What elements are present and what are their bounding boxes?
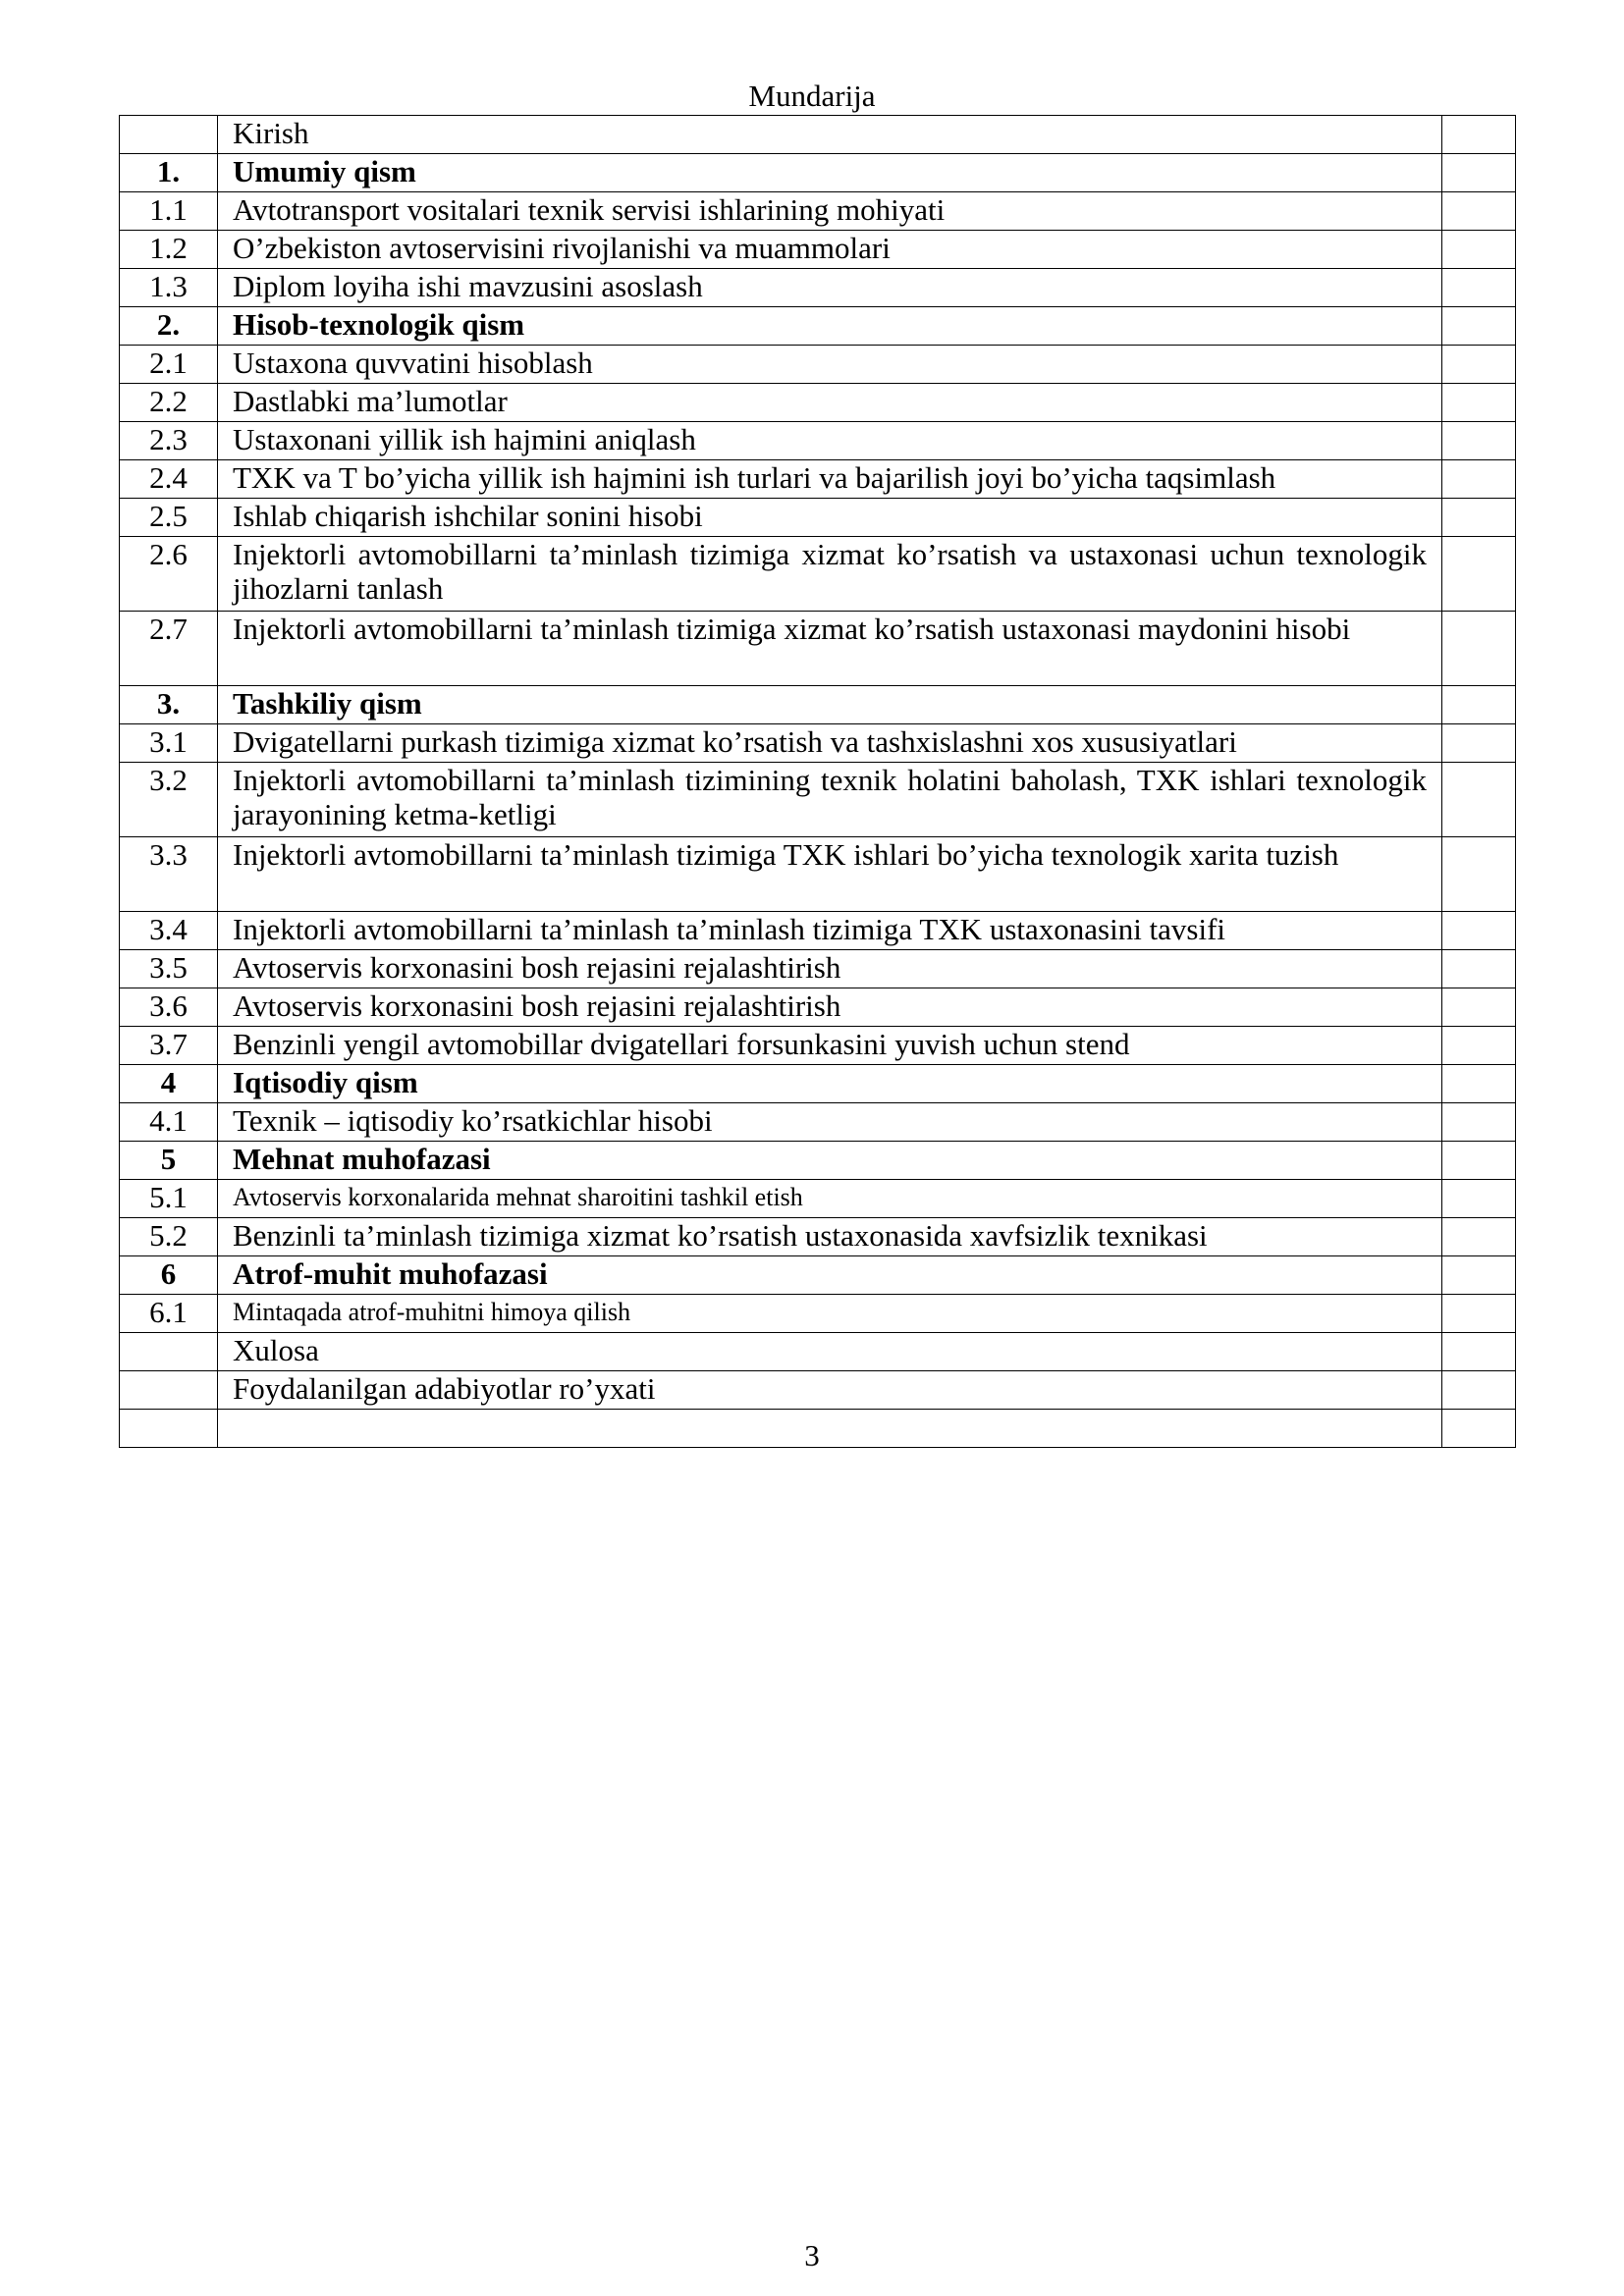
toc-row — [120, 1142, 1516, 1180]
toc-row — [120, 1371, 1516, 1410]
toc-row — [120, 1218, 1516, 1256]
toc-row-page — [1442, 269, 1516, 307]
toc-row — [120, 686, 1516, 724]
toc-row-number: 2.6 — [120, 537, 218, 612]
toc-row-title: Umumiy qism — [218, 154, 1442, 192]
toc-row-number: 1.1 — [120, 192, 218, 231]
toc-row-title: Ustaxona quvvatini hisoblash — [218, 346, 1442, 384]
toc-row-number: 2.4 — [120, 460, 218, 499]
toc-row — [120, 1103, 1516, 1142]
toc-row — [120, 307, 1516, 346]
toc-row — [120, 231, 1516, 269]
toc-row-number: 2.5 — [120, 499, 218, 537]
toc-row-number: 3. — [120, 686, 218, 724]
toc-row — [120, 384, 1516, 422]
toc-row-page — [1442, 116, 1516, 154]
toc-row-page — [1442, 686, 1516, 724]
toc-row-title: Injektorli avtomobillarni ta’minlash tizimiga xizmat ko’rsatish va ustaxonasi uchun texnologik jihozlarni tanlash — [218, 537, 1442, 612]
toc-row-page — [1442, 1027, 1516, 1065]
toc-row-number: 2.1 — [120, 346, 218, 384]
toc-row — [120, 1180, 1516, 1218]
toc-row — [120, 763, 1516, 837]
toc-row-page — [1442, 1218, 1516, 1256]
toc-row-title: Benzinli yengil avtomobillar dvigatellari forsunkasini yuvish uchun stend — [218, 1027, 1442, 1065]
toc-row-title — [218, 1410, 1442, 1448]
toc-row-number: 3.5 — [120, 950, 218, 988]
toc-row-title: Ishlab chiqarish ishchilar sonini hisobi — [218, 499, 1442, 537]
toc-row — [120, 422, 1516, 460]
toc-row-number: 2.2 — [120, 384, 218, 422]
toc-row-number: 1. — [120, 154, 218, 192]
toc-row-page — [1442, 537, 1516, 612]
toc-row-title: Injektorli avtomobillarni ta’minlash tizimining texnik holatini baholash, TXK ishlari texnologik jarayonining ketma-ketligi — [218, 763, 1442, 837]
toc-row-page — [1442, 950, 1516, 988]
toc-row-title: TXK va T bo’yicha yillik ish hajmini ish turlari va bajarilish joyi bo’yicha taqsimlash — [218, 460, 1442, 499]
toc-row — [120, 950, 1516, 988]
toc-row — [120, 912, 1516, 950]
toc-row-number: 1.2 — [120, 231, 218, 269]
toc-row-number: 6 — [120, 1256, 218, 1295]
toc-row — [120, 1027, 1516, 1065]
table-of-contents — [119, 115, 1516, 1448]
toc-row-page — [1442, 724, 1516, 763]
toc-row — [120, 988, 1516, 1027]
toc-row — [120, 499, 1516, 537]
toc-row-page — [1442, 1295, 1516, 1333]
toc-row-number: 4 — [120, 1065, 218, 1103]
toc-row-number: 2. — [120, 307, 218, 346]
toc-row-title: Dastlabki ma’lumotlar — [218, 384, 1442, 422]
toc-row-page — [1442, 1410, 1516, 1448]
toc-body — [120, 116, 1516, 1448]
page-title: Mundarija — [748, 79, 876, 113]
toc-row-number: 1.3 — [120, 269, 218, 307]
toc-row-page — [1442, 988, 1516, 1027]
toc-row-page — [1442, 912, 1516, 950]
toc-row-number: 3.7 — [120, 1027, 218, 1065]
toc-row-number: 3.4 — [120, 912, 218, 950]
toc-row-page — [1442, 307, 1516, 346]
toc-row-page — [1442, 422, 1516, 460]
toc-row — [120, 837, 1516, 912]
toc-row-title: Injektorli avtomobillarni ta’minlash tizimiga TXK ishlari bo’yicha texnologik xarita tuzish — [218, 837, 1442, 912]
toc-row-number: 3.3 — [120, 837, 218, 912]
toc-row-page — [1442, 460, 1516, 499]
toc-row — [120, 1410, 1516, 1448]
toc-row-title: Benzinli ta’minlash tizimiga xizmat ko’rsatish ustaxonasida xavfsizlik texnikasi — [218, 1218, 1442, 1256]
toc-row — [120, 192, 1516, 231]
toc-row-page — [1442, 1256, 1516, 1295]
toc-row-title: Kirish — [218, 116, 1442, 154]
toc-row-number: 4.1 — [120, 1103, 218, 1142]
toc-row — [120, 116, 1516, 154]
toc-row-number: 3.1 — [120, 724, 218, 763]
toc-row-page — [1442, 154, 1516, 192]
toc-row-page — [1442, 612, 1516, 686]
toc-row-page — [1442, 1142, 1516, 1180]
toc-row-title: Diplom loyiha ishi mavzusini asoslash — [218, 269, 1442, 307]
toc-row-title: Tashkiliy qism — [218, 686, 1442, 724]
toc-row — [120, 724, 1516, 763]
toc-row — [120, 612, 1516, 686]
toc-row — [120, 1333, 1516, 1371]
toc-row-title: Ustaxonani yillik ish hajmini aniqlash — [218, 422, 1442, 460]
toc-row-page — [1442, 1103, 1516, 1142]
toc-row-number: 3.2 — [120, 763, 218, 837]
toc-row-page — [1442, 384, 1516, 422]
toc-row-number — [120, 116, 218, 154]
toc-row-number: 3.6 — [120, 988, 218, 1027]
toc-row-number: 5 — [120, 1142, 218, 1180]
toc-row-number — [120, 1333, 218, 1371]
toc-row-number — [120, 1371, 218, 1410]
toc-row-title: Mehnat muhofazasi — [218, 1142, 1442, 1180]
toc-row-page — [1442, 231, 1516, 269]
toc-row-page — [1442, 1065, 1516, 1103]
toc-row — [120, 154, 1516, 192]
toc-row — [120, 1295, 1516, 1333]
toc-row-title: Mintaqada atrof-muhitni himoya qilish — [218, 1295, 1442, 1333]
toc-row-page — [1442, 346, 1516, 384]
toc-row-title: Injektorli avtomobillarni ta’minlash ta’minlash tizimiga TXK ustaxonasini tavsifi — [218, 912, 1442, 950]
toc-row-title: Avtotransport vositalari texnik servisi ishlarining mohiyati — [218, 192, 1442, 231]
toc-row-number: 2.7 — [120, 612, 218, 686]
toc-row-number: 2.3 — [120, 422, 218, 460]
toc-row-number: 5.1 — [120, 1180, 218, 1218]
toc-row-title: Avtoservis korxonasini bosh rejasini rejalashtirish — [218, 950, 1442, 988]
toc-row-title: Hisob-texnologik qism — [218, 307, 1442, 346]
toc-row-title: Iqtisodiy qism — [218, 1065, 1442, 1103]
toc-row-page — [1442, 1371, 1516, 1410]
toc-row-title: Atrof-muhit muhofazasi — [218, 1256, 1442, 1295]
toc-row-title: Texnik – iqtisodiy ko’rsatkichlar hisobi — [218, 1103, 1442, 1142]
toc-row — [120, 537, 1516, 612]
toc-row-page — [1442, 763, 1516, 837]
page-number: 3 — [804, 2238, 820, 2272]
toc-row — [120, 460, 1516, 499]
toc-row — [120, 269, 1516, 307]
toc-row-title: Dvigatellarni purkash tizimiga xizmat ko’rsatish va tashxislashni xos xususiyatlari — [218, 724, 1442, 763]
toc-row-title: Xulosa — [218, 1333, 1442, 1371]
toc-row-page — [1442, 837, 1516, 912]
toc-row-number: 5.2 — [120, 1218, 218, 1256]
toc-row-title: Avtoservis korxonasini bosh rejasini rejalashtirish — [218, 988, 1442, 1027]
toc-row-title: Foydalanilgan adabiyotlar ro’yxati — [218, 1371, 1442, 1410]
toc-row-number — [120, 1410, 218, 1448]
toc-row — [120, 1065, 1516, 1103]
toc-row-page — [1442, 499, 1516, 537]
toc-row — [120, 346, 1516, 384]
toc-row-page — [1442, 1180, 1516, 1218]
toc-row-title: Avtoservis korxonalarida mehnat sharoitini tashkil etish — [218, 1180, 1442, 1218]
toc-row-number: 6.1 — [120, 1295, 218, 1333]
toc-row-page — [1442, 1333, 1516, 1371]
toc-row-title: Injektorli avtomobillarni ta’minlash tizimiga xizmat ko’rsatish ustaxonasi maydonini hisobi — [218, 612, 1442, 686]
toc-row-title: O’zbekiston avtoservisini rivojlanishi va muammolari — [218, 231, 1442, 269]
toc-row — [120, 1256, 1516, 1295]
toc-row-page — [1442, 192, 1516, 231]
